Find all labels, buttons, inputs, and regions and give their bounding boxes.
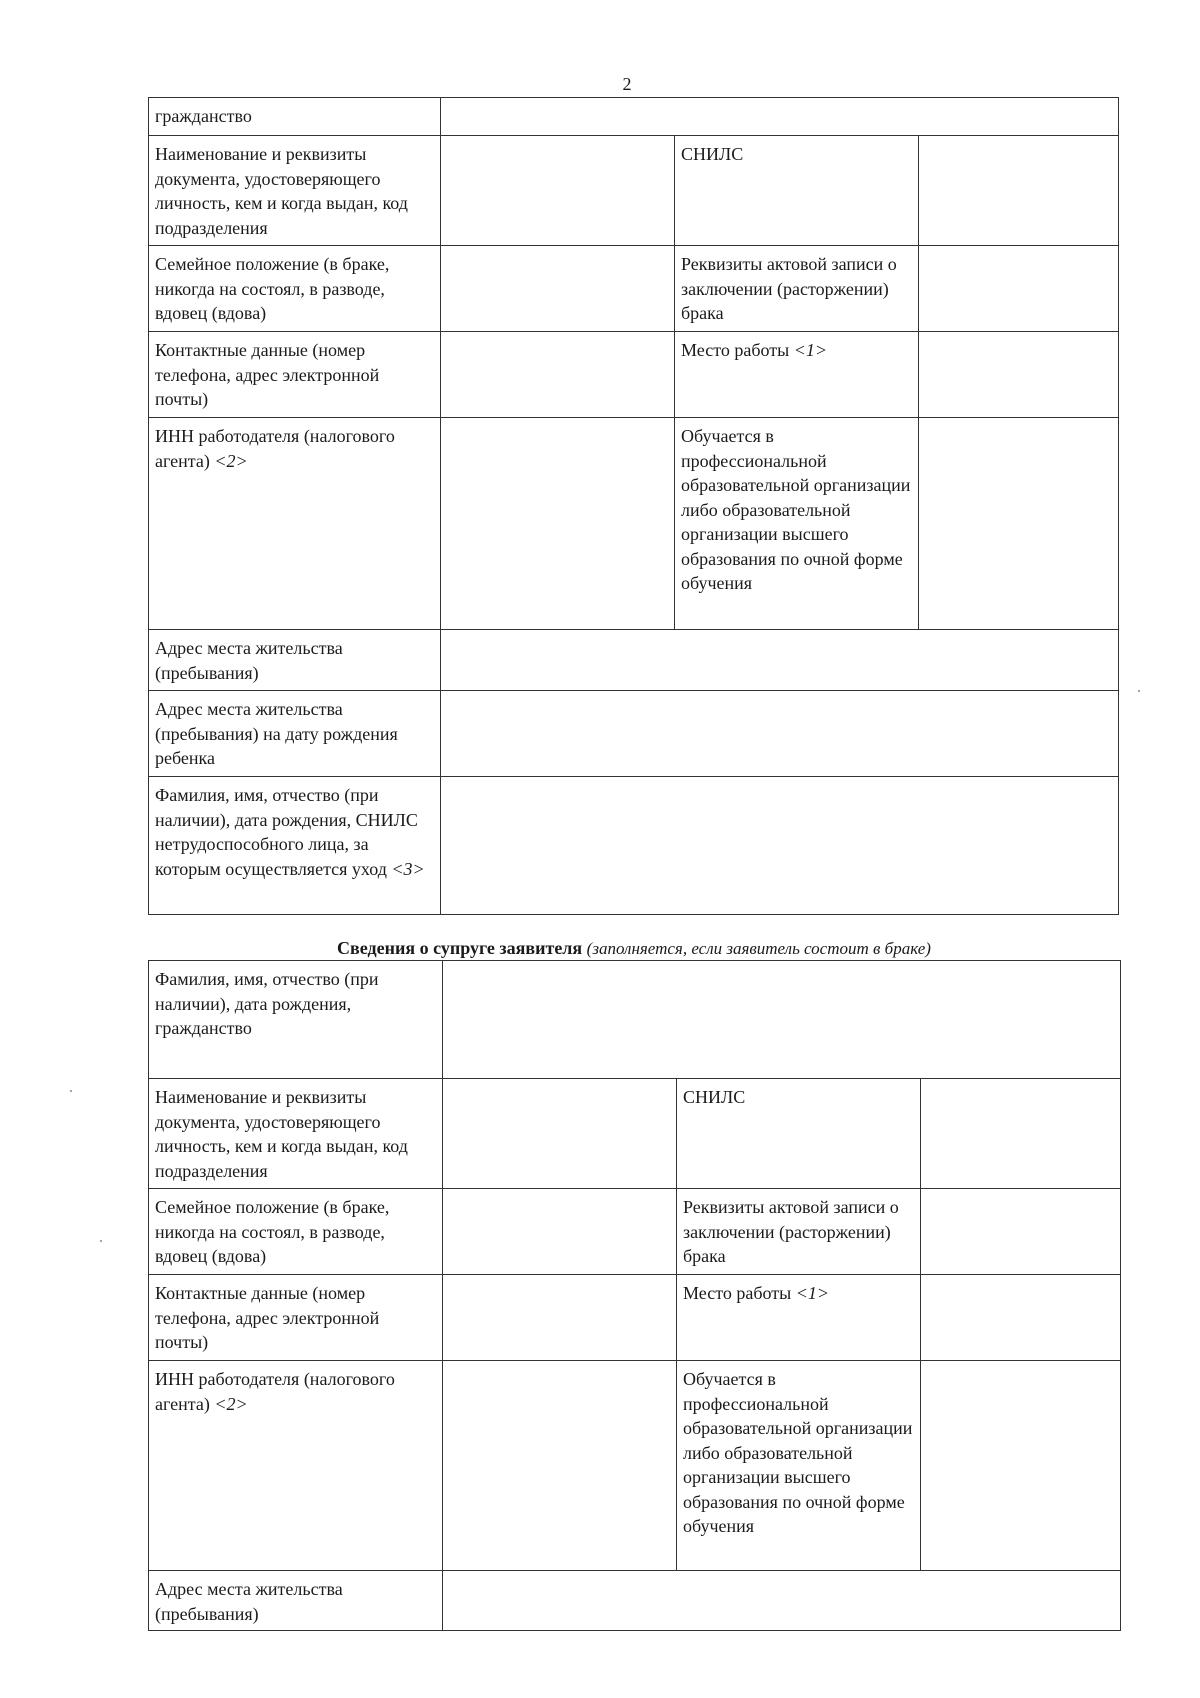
employer-inn-label bbox=[149, 418, 441, 630]
residence-at-birth-label: Адрес места жительства (пребывания) на дату рождения ребенка bbox=[149, 691, 441, 777]
spouse-employer-inn-label-text: ИНН работодателя (налогового агента) bbox=[155, 1369, 395, 1414]
marital-status-label: Семейное положение (в браке, никогда на состоял, в разводе, вдовец (вдова) bbox=[149, 246, 441, 332]
citizenship-field[interactable] bbox=[441, 98, 1119, 136]
footnote-ref-3: <3> bbox=[391, 858, 425, 879]
marriage-record-label: Реквизиты актовой записи о заключении (расторжении) брака bbox=[675, 246, 919, 332]
spouse-name-field[interactable] bbox=[443, 961, 1121, 1079]
spouse-studying-field[interactable] bbox=[921, 1361, 1121, 1571]
citizenship-label: гражданство bbox=[149, 98, 441, 136]
table-row bbox=[149, 98, 1119, 136]
footnote-ref-1: <1> bbox=[795, 1283, 829, 1303]
employer-inn-label-text: ИНН работодателя (налогового агента) bbox=[155, 426, 395, 471]
spouse-residence-label: Адрес места жительства (пребывания) bbox=[149, 1571, 443, 1631]
residence-label: Адрес места жительства (пребывания) bbox=[149, 630, 441, 691]
spouse-contacts-label: Контактные данные (номер телефона, адрес электронной почты) bbox=[149, 1275, 443, 1361]
disabled-person-label bbox=[149, 777, 441, 915]
studying-label: Обучается в профессиональной образовательной организации либо образовательной организации высшего образования по очной форме обучения bbox=[675, 418, 919, 630]
table-row bbox=[149, 961, 1121, 1079]
table-row bbox=[149, 246, 1119, 332]
table-row bbox=[149, 1571, 1121, 1631]
id-document-field[interactable] bbox=[441, 136, 675, 246]
footnote-ref-2: <2> bbox=[214, 450, 248, 471]
contacts-label: Контактные данные (номер телефона, адрес электронной почты) bbox=[149, 332, 441, 418]
spouse-marital-status-label: Семейное положение (в браке, никогда на состоял, в разводе, вдовец (вдова) bbox=[149, 1189, 443, 1275]
table-row bbox=[149, 332, 1119, 418]
spouse-workplace-label bbox=[677, 1275, 921, 1361]
spouse-marriage-record-field[interactable] bbox=[921, 1189, 1121, 1275]
spouse-section-subtitle: (заполняется, если заявитель состоит в браке) bbox=[586, 939, 931, 958]
spouse-section-heading bbox=[148, 937, 1120, 960]
scan-speck bbox=[100, 1240, 102, 1242]
table-row bbox=[149, 418, 1119, 630]
table-row bbox=[149, 1189, 1121, 1275]
spouse-marriage-record-label: Реквизиты актовой записи о заключении (расторжении) брака bbox=[677, 1189, 921, 1275]
table-row bbox=[149, 1275, 1121, 1361]
spouse-employer-inn-label bbox=[149, 1361, 443, 1571]
spouse-details-table bbox=[148, 960, 1121, 1631]
scan-speck bbox=[70, 1090, 72, 1092]
spouse-snils-label: СНИЛС bbox=[677, 1079, 921, 1189]
snils-label: СНИЛС bbox=[675, 136, 919, 246]
spouse-residence-field[interactable] bbox=[443, 1571, 1121, 1631]
spouse-section-title: Сведения о супруге заявителя bbox=[337, 938, 583, 958]
contacts-field[interactable] bbox=[441, 332, 675, 418]
disabled-person-label-text: Фамилия, имя, отчество (при наличии), дата рождения, СНИЛС нетрудоспособного лица, за которым осуществляется уход bbox=[155, 785, 418, 879]
spouse-workplace-field[interactable] bbox=[921, 1275, 1121, 1361]
marital-status-field[interactable] bbox=[441, 246, 675, 332]
applicant-details-table bbox=[148, 97, 1119, 915]
disabled-person-field[interactable] bbox=[441, 777, 1119, 915]
spouse-workplace-label-text: Место работы bbox=[683, 1283, 792, 1303]
studying-field[interactable] bbox=[919, 418, 1119, 630]
employer-inn-field[interactable] bbox=[441, 418, 675, 630]
workplace-label bbox=[675, 332, 919, 418]
table-row bbox=[149, 1079, 1121, 1189]
id-document-label: Наименование и реквизиты документа, удостоверяющего личность, кем и когда выдан, код подразделения bbox=[149, 136, 441, 246]
spouse-id-document-label: Наименование и реквизиты документа, удостоверяющего личность, кем и когда выдан, код подразделения bbox=[149, 1079, 443, 1189]
table-row bbox=[149, 1361, 1121, 1571]
table-row bbox=[149, 136, 1119, 246]
table-row bbox=[149, 630, 1119, 691]
spouse-contacts-field[interactable] bbox=[443, 1275, 677, 1361]
spouse-marital-status-field[interactable] bbox=[443, 1189, 677, 1275]
residence-field[interactable] bbox=[441, 630, 1119, 691]
spouse-studying-label: Обучается в профессиональной образовательной организации либо образовательной организации высшего образования по очной форме обучения bbox=[677, 1361, 921, 1571]
marriage-record-field[interactable] bbox=[919, 246, 1119, 332]
footnote-ref-2: <2> bbox=[214, 1393, 248, 1414]
spouse-employer-inn-field[interactable] bbox=[443, 1361, 677, 1571]
spouse-snils-field[interactable] bbox=[921, 1079, 1121, 1189]
table-row bbox=[149, 777, 1119, 915]
spouse-id-document-field[interactable] bbox=[443, 1079, 677, 1189]
spouse-name-label: Фамилия, имя, отчество (при наличии), дата рождения, гражданство bbox=[149, 961, 443, 1079]
page-number: 2 bbox=[622, 74, 632, 94]
workplace-label-text: Место работы bbox=[681, 340, 790, 360]
scan-speck bbox=[1138, 690, 1140, 692]
workplace-field[interactable] bbox=[919, 332, 1119, 418]
residence-at-birth-field[interactable] bbox=[441, 691, 1119, 777]
table-row bbox=[149, 691, 1119, 777]
footnote-ref-1: <1> bbox=[793, 340, 827, 360]
snils-field[interactable] bbox=[919, 136, 1119, 246]
